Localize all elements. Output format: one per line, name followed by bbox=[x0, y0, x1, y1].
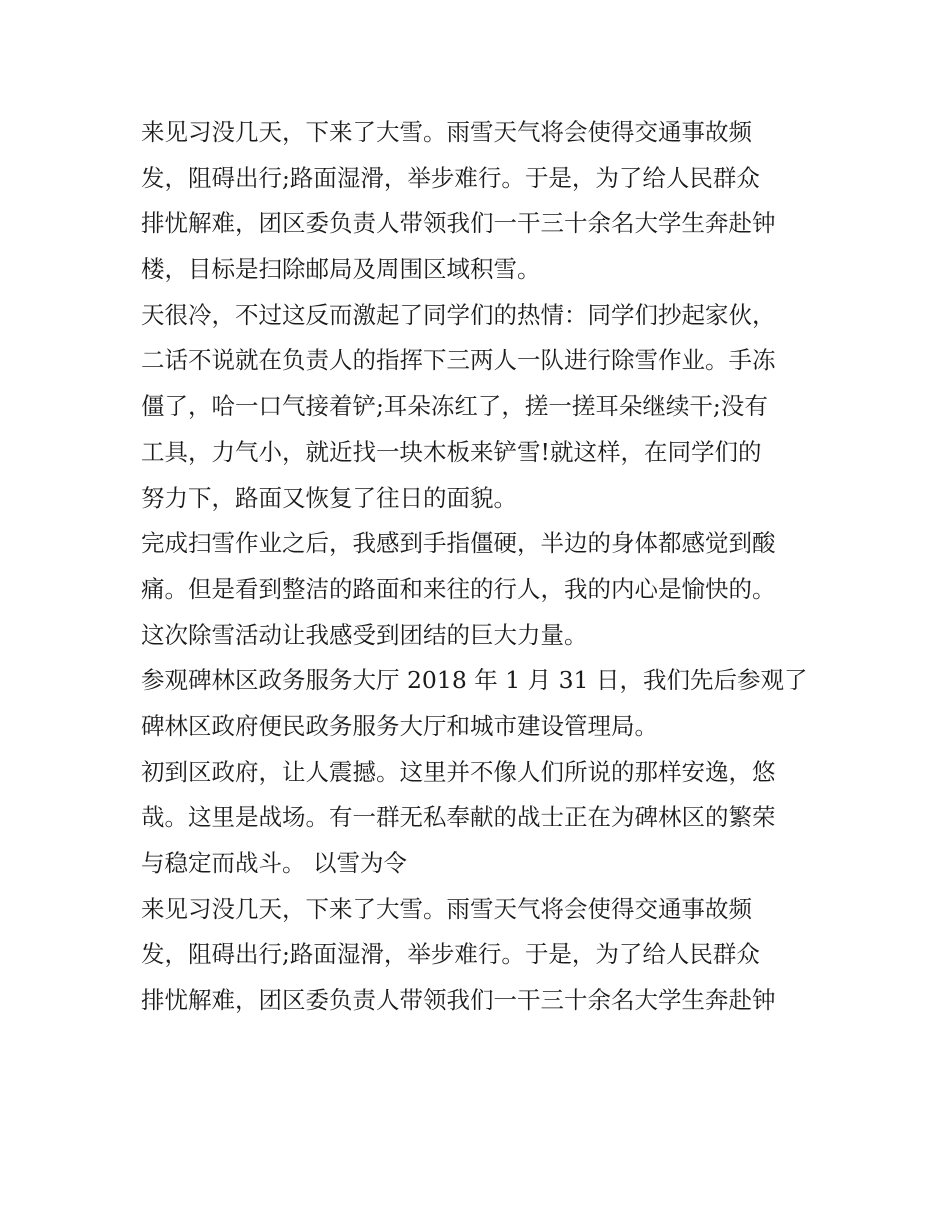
text-line: 僵了，哈一口气接着铲;耳朵冻红了，搓一搓耳朵继续干;没有 bbox=[141, 392, 768, 421]
text-line: 排忧解难，团区委负责人带领我们一干三十余名大学生奔赴钟 bbox=[141, 209, 776, 238]
text-line: 痛。但是看到整洁的路面和来往的行人，我的内心是愉快的。 bbox=[141, 574, 776, 603]
text-line: 来见习没几天，下来了大雪。雨雪天气将会使得交通事故频 bbox=[141, 118, 752, 146]
text-line: 排忧解难，团区委负责人带领我们一干三十余名大学生奔赴钟 bbox=[141, 986, 776, 1015]
paragraph-service-hall-visit bbox=[141, 658, 821, 749]
text-line: 来见习没几天，下来了大雪。雨雪天气将会使得交通事故频 bbox=[141, 894, 752, 923]
paragraph-snow-cleanup-intro-repeat bbox=[141, 887, 821, 1024]
text-line: 二话不说就在负责人的指挥下三两人一队进行除雪作业。手冻 bbox=[141, 346, 776, 375]
text-line: 发，阻碍出行;路面湿滑，举步难行。于是，为了给人民群众 bbox=[141, 940, 760, 969]
text-line: 发，阻碍出行;路面湿滑，举步难行。于是，为了给人民群众 bbox=[141, 163, 760, 192]
text-line: 这次除雪活动让我感受到团结的巨大力量。 bbox=[141, 620, 588, 649]
text-line: 完成扫雪作业之后，我感到手指僵硬，半边的身体都感觉到酸 bbox=[141, 529, 776, 558]
text-line: 努力下，路面又恢复了往日的面貌。 bbox=[141, 483, 517, 512]
text-line: 碑林区政府便民政务服务大厅和城市建设管理局。 bbox=[141, 711, 658, 740]
paragraph-snow-cleanup-work bbox=[141, 293, 821, 521]
text-line: 工具，力气小，就近找一块木板来铲雪!就这样，在同学们的 bbox=[141, 437, 762, 466]
document-body bbox=[141, 110, 821, 1024]
paragraph-snow-cleanup-intro bbox=[141, 110, 821, 293]
text-line: 楼，目标是扫除邮局及周围区域积雪。 bbox=[141, 255, 541, 284]
text-line: 参观碑林区政务服务大厅 2018 年 1 月 31 日，我们先后参观了 bbox=[141, 666, 808, 695]
text-line: 天很冷，不过这反而激起了同学们的热情：同学们抄起家伙， bbox=[141, 300, 776, 329]
paragraph-snow-cleanup-reflection bbox=[141, 521, 821, 658]
text-line: 哉。这里是战场。有一群无私奉献的战士正在为碑林区的繁荣 bbox=[141, 803, 776, 832]
paragraph-district-government bbox=[141, 750, 821, 887]
text-line: 初到区政府，让人震撼。这里并不像人们所说的那样安逸，悠 bbox=[141, 757, 776, 786]
text-line: 与稳定而战斗。 以雪为令 bbox=[141, 849, 407, 877]
